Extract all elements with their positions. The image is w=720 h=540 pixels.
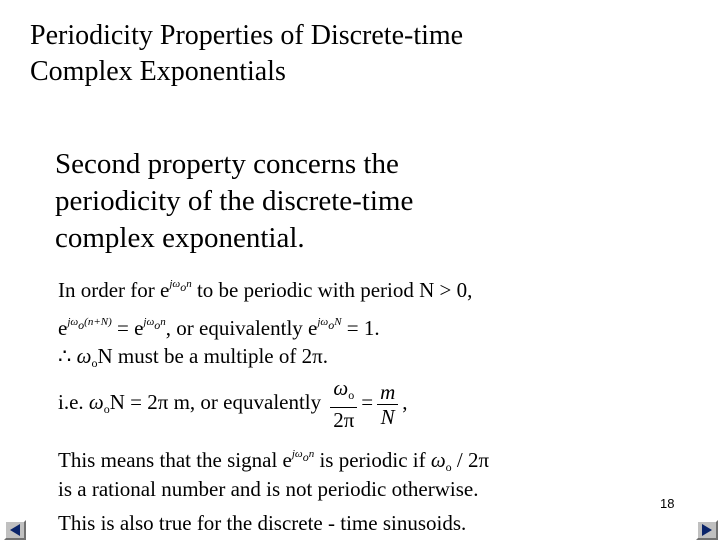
exponent-text: jω	[291, 448, 303, 460]
exponent-text: n	[308, 448, 315, 460]
exponent	[291, 448, 315, 464]
slide-title	[30, 18, 630, 90]
exponent-subscript: o	[180, 280, 187, 294]
intro-line: periodicity of the discrete-time	[55, 185, 414, 217]
math-text: = 1.	[341, 316, 380, 340]
triangle-left-icon	[8, 523, 22, 537]
subscript: o	[445, 460, 452, 474]
exponent-text: n	[160, 316, 166, 328]
exponent-text: n	[186, 278, 192, 290]
math-line-multiple	[58, 343, 328, 376]
math-text: This means that the signal e	[58, 448, 292, 472]
math-line-signal-periodic	[58, 441, 489, 480]
next-slide-button[interactable]	[696, 520, 718, 540]
exponent-text: (n+N)	[84, 316, 112, 328]
subscript: o	[348, 388, 355, 402]
math-text: is periodic if	[314, 448, 431, 472]
fraction-numerator	[330, 376, 357, 408]
exponent-subscript: o	[78, 318, 85, 332]
fraction-denominator: 2π	[333, 408, 355, 432]
fraction-omega-over-2pi	[330, 376, 357, 432]
exponent	[143, 316, 166, 332]
math-line-rational: is a rational number and is not periodic otherwise.	[58, 477, 479, 501]
math-line-equation	[58, 309, 380, 341]
fraction-denominator: N	[380, 404, 395, 429]
exponent-text: N	[334, 316, 342, 328]
intro-line: Second property concerns the	[55, 148, 399, 180]
subscript: o	[103, 401, 110, 416]
intro-paragraph	[55, 146, 515, 257]
title-line: Complex Exponentials	[30, 56, 286, 87]
fraction-m-over-n	[377, 380, 398, 429]
omega-symbol: ω	[76, 344, 92, 368]
therefore-symbol: ∴	[58, 344, 77, 368]
omega-symbol: ω	[333, 376, 349, 400]
title-line: Periodicity Properties of Discrete-time	[30, 20, 464, 51]
exponent-text: jω	[317, 316, 329, 328]
subscript: o	[91, 356, 98, 370]
math-line-periodic-condition	[58, 271, 472, 303]
exponent	[317, 316, 342, 332]
math-text: =	[361, 389, 374, 414]
exponent-text: jω	[169, 278, 181, 290]
previous-slide-button[interactable]	[4, 520, 26, 540]
math-line-sinusoids: This is also true for the discrete - time sinusoids.	[58, 511, 467, 535]
math-line-ratio	[58, 376, 407, 432]
exponent-text: jω	[143, 316, 155, 328]
exponent-subscript: o	[328, 318, 335, 332]
math-text: ,	[402, 389, 408, 414]
math-text: = e	[111, 316, 144, 340]
math-text: i.e.	[58, 389, 89, 414]
intro-line: complex exponential.	[55, 222, 305, 254]
math-text: N must be a multiple of 2π.	[97, 344, 328, 368]
exponent	[67, 316, 112, 332]
math-text: / 2π	[451, 448, 490, 472]
exponent-subscript: o	[154, 318, 161, 332]
page-number: 18	[660, 496, 675, 511]
math-text: to be periodic with period N > 0,	[191, 278, 473, 302]
fraction-numerator: m	[377, 380, 398, 405]
triangle-right-icon	[700, 523, 714, 537]
math-text: N = 2π m, or equvalently	[109, 389, 322, 414]
math-text: e	[58, 316, 68, 340]
math-text: , or equivalently e	[165, 316, 318, 340]
omega-symbol: ω	[430, 448, 446, 472]
exponent-subscript: o	[302, 450, 309, 464]
omega-symbol: ω	[88, 389, 104, 414]
exponent	[169, 278, 192, 294]
exponent-text: jω	[67, 316, 79, 328]
math-text: In order for e	[58, 278, 170, 302]
